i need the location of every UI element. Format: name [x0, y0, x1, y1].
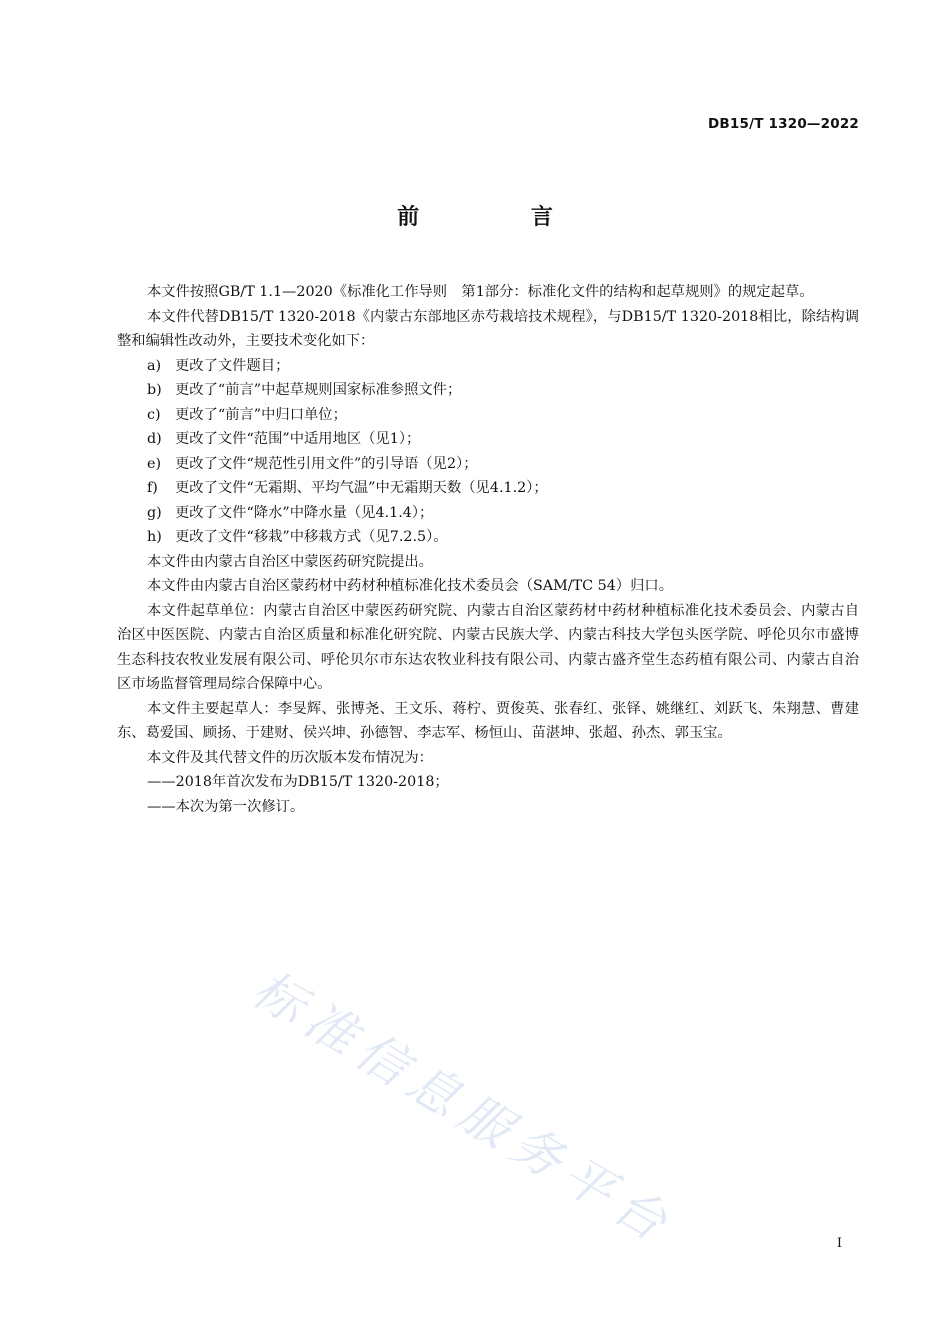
list-marker: h) [147, 529, 162, 545]
list-item [117, 378, 859, 403]
list-marker: d) [147, 431, 162, 447]
list-item [117, 452, 859, 477]
list-item-text: 更改了文件“规范性引用文件”的引导语（见2）； [175, 455, 478, 472]
list-item-text: 更改了“前言”中归口单位； [175, 406, 347, 423]
document-id: DB15/T 1320—2022 [708, 116, 859, 132]
watermark: 标准信息服务平台 [243, 959, 685, 1257]
list-marker: b) [147, 382, 162, 398]
paragraph-drafters: 本文件主要起草人：李旻辉、张博尧、王文乐、蒋柠、贾俊英、张春红、张铎、姚继红、刘跃飞、朱翔慧、曹建东、葛爱国、顾扬、于建财、侯兴坤、孙德智、李志军、杨恒山、苗湛坤、张超、孙杰、郭玉宝。 [117, 700, 859, 741]
paragraph-proposer: 本文件由内蒙古自治区中蒙医药研究院提出。 [147, 553, 433, 570]
list-item-text: 更改了文件“范围”中适用地区（见1）； [175, 431, 421, 447]
list-item [117, 427, 859, 452]
paragraph-drafting-units: 本文件起草单位：内蒙古自治区中蒙医药研究院、内蒙古自治区蒙药材中药材种植标准化技术委员会、内蒙古自治区中医医院、内蒙古自治区质量和标准化研究院、内蒙古民族大学、内蒙古科技大学包头医学院、呼伦贝尔市盛博生态科技农牧业发展有限公司、呼伦贝尔市东达农牧业科技有限公司、内蒙古盛齐堂生态药植有限公司、内蒙古自治区市场监督管理局综合保障中心。 [117, 602, 859, 692]
page-number: I [836, 1236, 842, 1251]
list-item-text: 更改了文件“移栽”中移栽方式（见7.2.5）。 [175, 529, 448, 545]
list-item-text: 更改了文件“降水”中降水量（见4.1.4）； [175, 504, 434, 521]
history-item: ——2018年首次发布为DB15/T 1320-2018； [147, 774, 449, 790]
list-item [117, 501, 859, 526]
history-item: ——本次为第一次修订。 [147, 798, 305, 815]
list-item [117, 354, 859, 379]
list-item-text: 更改了文件题目； [175, 357, 290, 374]
list-marker: e) [147, 455, 162, 472]
list-item [117, 403, 859, 428]
paragraph-history-intro: 本文件及其代替文件的历次版本发布情况为： [147, 749, 433, 766]
paragraph-drafting-rule: 本文件按照GB/T 1.1—2020《标准化工作导则 第1部分：标准化文件的结构和起草规则》的规定起草。 [147, 284, 814, 300]
page-title: 前 言 [397, 205, 605, 230]
list-item-text: 更改了“前言”中起草规则国家标准参照文件； [175, 382, 462, 398]
list-marker: a) [147, 357, 162, 374]
list-marker: f) [147, 480, 158, 496]
foreword-body [117, 280, 859, 819]
change-list [117, 354, 859, 550]
paragraph-replaces: 本文件代替DB15/T 1320-2018《内蒙古东部地区赤芍栽培技术规程》，与DB15/T 1320-2018相比，除结构调整和编辑性改动外，主要技术变化如下： [117, 308, 859, 349]
list-item-text: 更改了文件“无霜期、平均气温”中无霜期天数（见4.1.2）； [175, 480, 548, 496]
list-item [117, 525, 859, 550]
list-marker: g) [147, 504, 162, 521]
list-marker: c) [147, 406, 161, 423]
paragraph-committee: 本文件由内蒙古自治区蒙药材中药材种植标准化技术委员会（SAM/TC 54）归口。 [147, 578, 673, 594]
list-item [117, 476, 859, 501]
